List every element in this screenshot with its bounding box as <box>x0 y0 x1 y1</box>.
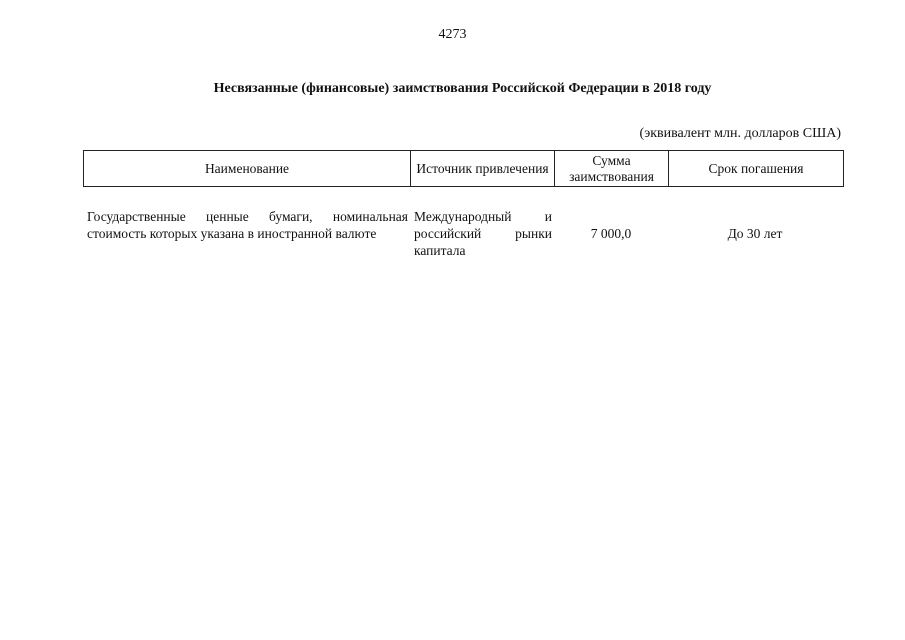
units-note: (эквивалент млн. долларов США) <box>639 126 841 141</box>
page-number: 4273 <box>438 27 467 42</box>
row-amount-cell: 7 000,0 <box>590 226 632 241</box>
row-term-cell: До 30 лет <box>727 226 783 241</box>
header-source: Источник привлечения <box>411 151 555 186</box>
document-title: Несвязанные (финансовые) заимствования Российской Федерации в 2018 году <box>213 81 712 96</box>
header-term: Срок погашения <box>708 160 804 176</box>
table-header <box>83 150 844 187</box>
table-row <box>83 208 844 259</box>
row-name-cell: Государственные ценные бумаги, номинальная стоимость которых указана в иностранной валюте <box>87 209 408 241</box>
row-source-cell: Международный и российский рынки капитала <box>414 209 552 258</box>
header-amount: Сумма заимствования <box>555 151 669 186</box>
header-name: Наименование <box>84 151 411 186</box>
